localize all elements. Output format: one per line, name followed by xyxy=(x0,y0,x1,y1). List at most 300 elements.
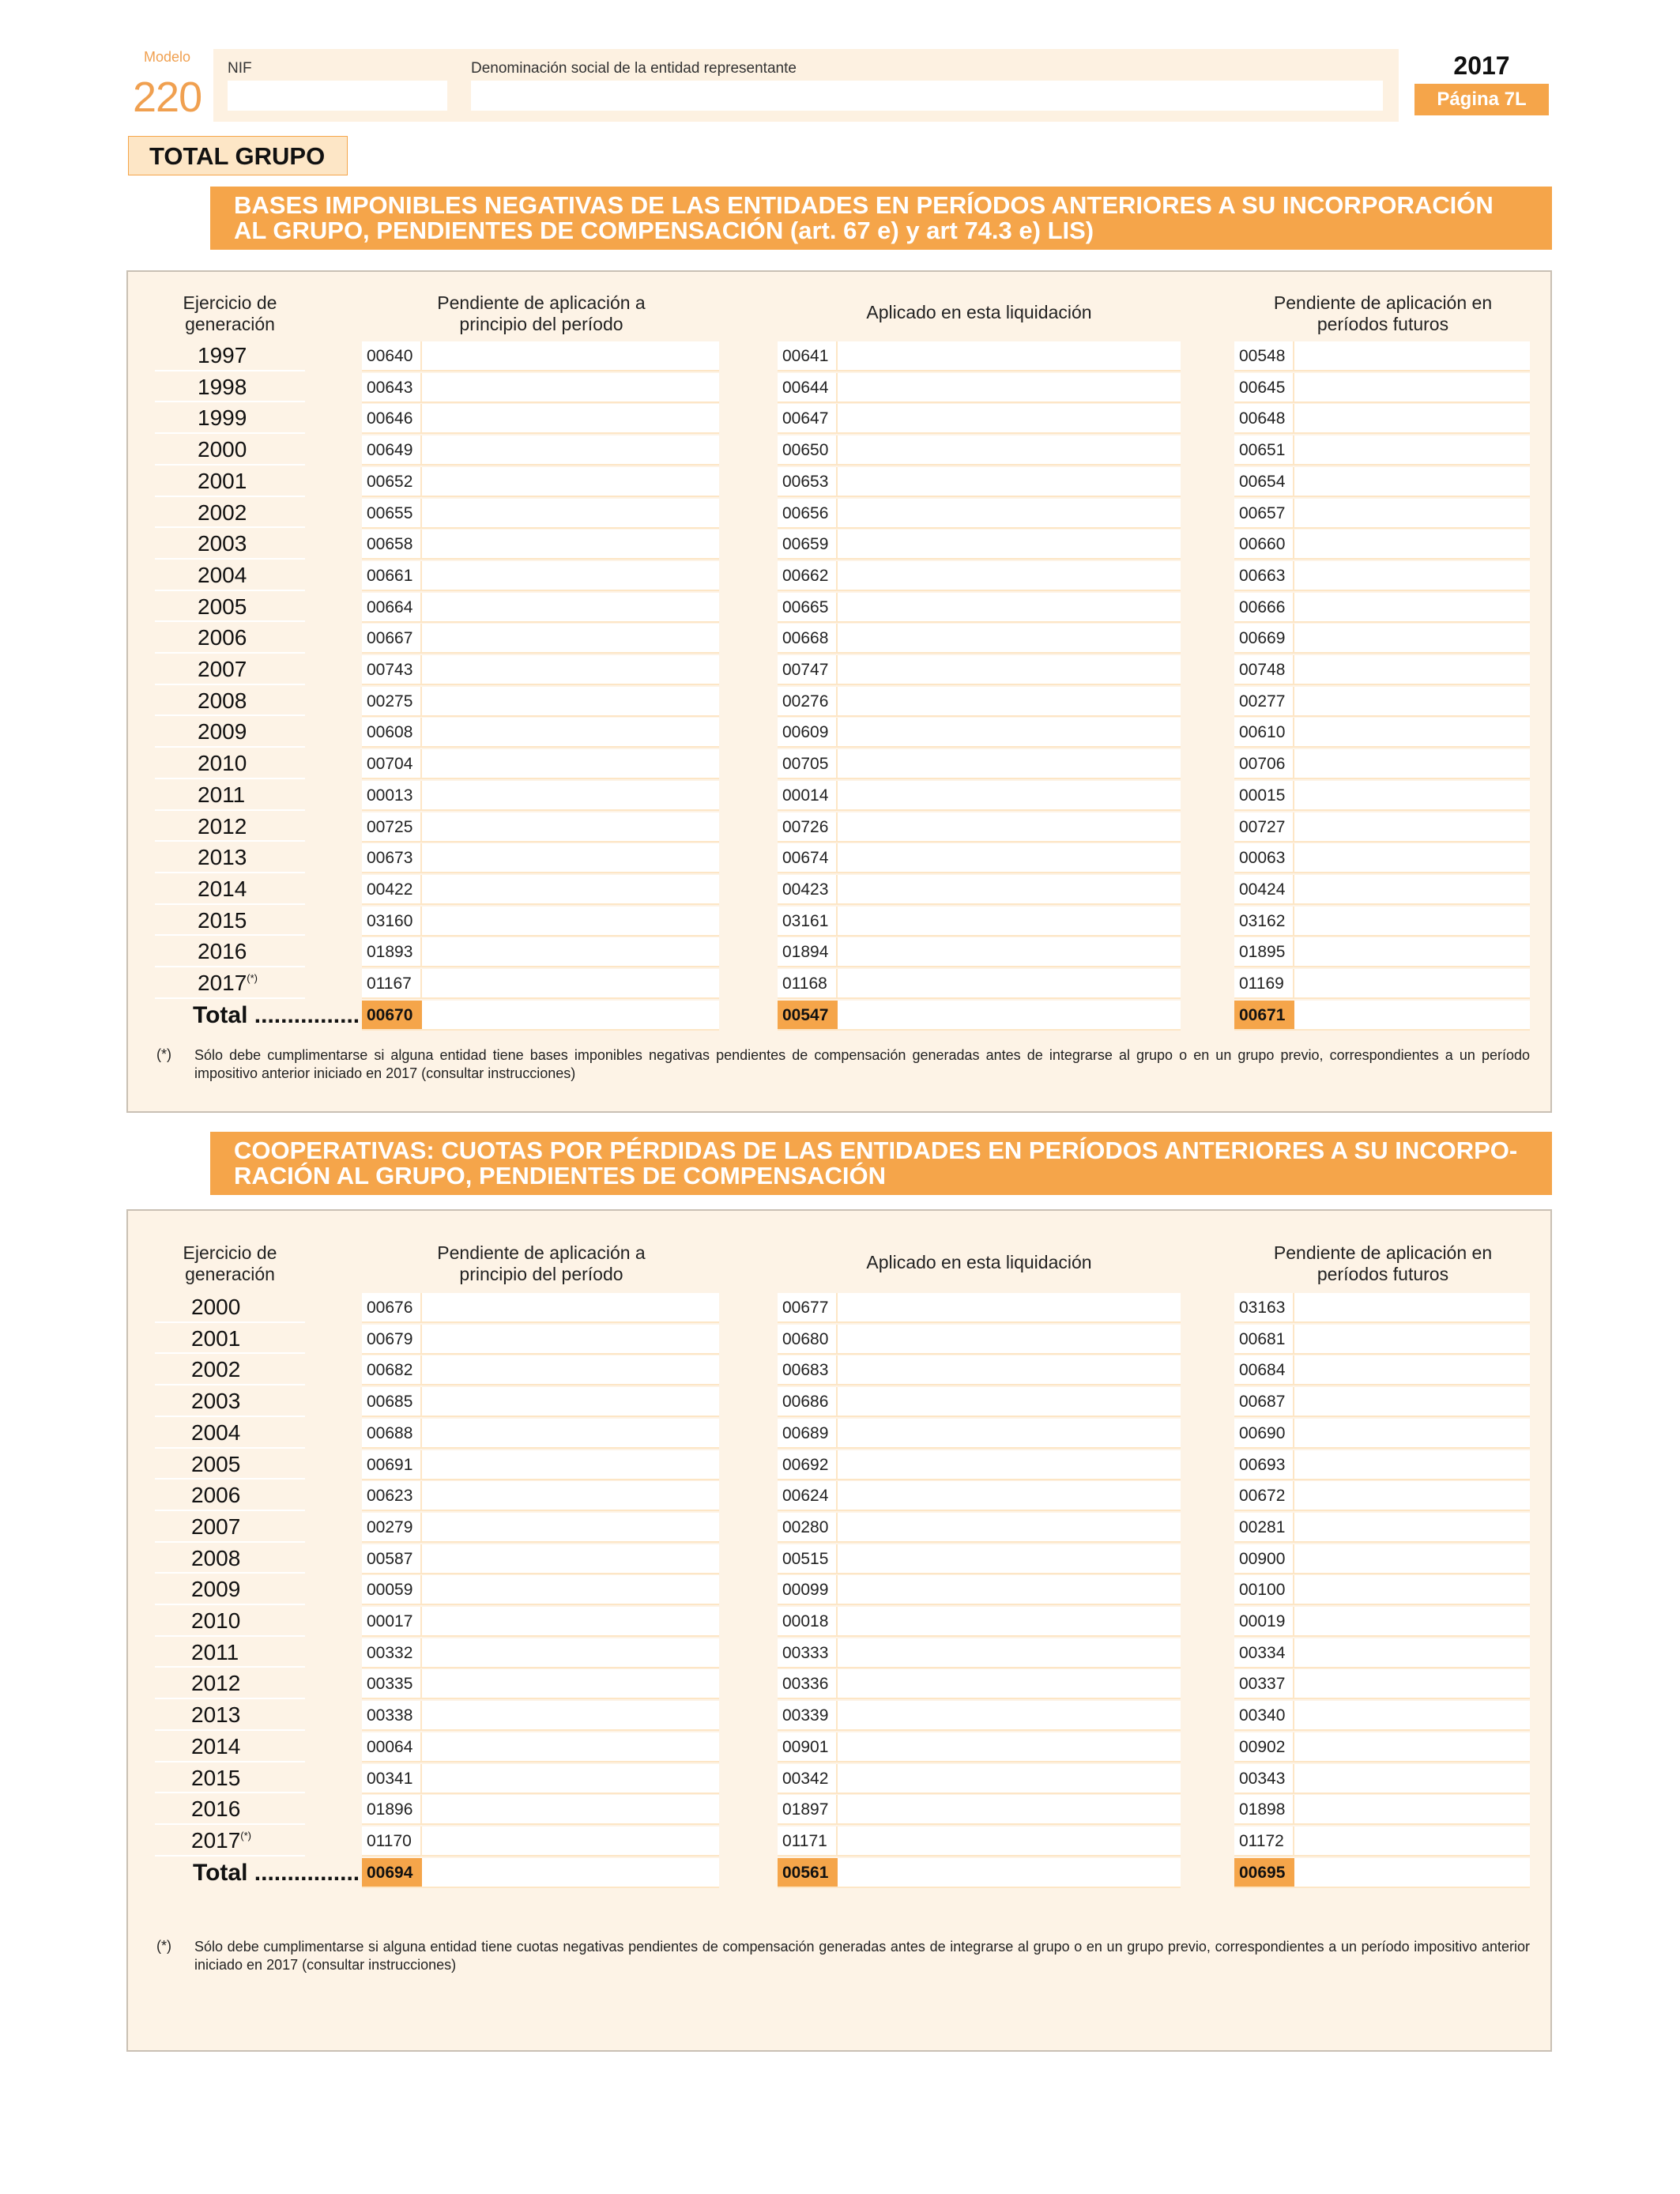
box-code: 00652 xyxy=(362,467,422,496)
input-row-b[interactable] xyxy=(778,1419,1181,1449)
year-underline xyxy=(155,1635,305,1637)
input-row-b[interactable] xyxy=(778,467,1181,497)
total-label: Total ................ xyxy=(193,1859,360,1886)
box-code: 00688 xyxy=(362,1419,422,1447)
box-code: 00640 xyxy=(362,341,422,370)
box-code: 00664 xyxy=(362,593,422,621)
box-code: 00748 xyxy=(1234,655,1294,684)
section2-title-line2: RACIÓN AL GRUPO, PENDIENTES DE COMPENSACIÓN xyxy=(234,1162,887,1189)
box-code: 00656 xyxy=(778,499,838,527)
input-row-a[interactable] xyxy=(362,718,719,748)
col-header-year-line2: generación xyxy=(185,314,275,334)
year-underline xyxy=(155,1541,305,1543)
year-underline xyxy=(155,558,305,560)
input-row-b[interactable] xyxy=(778,593,1181,623)
year-label: 1999 xyxy=(198,405,247,431)
col-header-year-line2: generación xyxy=(185,1264,275,1284)
year-label: 2004 xyxy=(198,562,247,587)
total-input-a[interactable] xyxy=(362,1001,719,1031)
input-row-c[interactable] xyxy=(1234,1544,1530,1574)
input-row-c[interactable] xyxy=(1234,1607,1530,1637)
total-input-b[interactable] xyxy=(778,1001,1181,1031)
footnote-marker: (*) xyxy=(240,1829,252,1842)
input-row-b[interactable] xyxy=(778,1575,1181,1605)
input-row-c[interactable] xyxy=(1234,1513,1530,1543)
input-row-c[interactable] xyxy=(1234,1419,1530,1449)
year-underline xyxy=(155,778,305,779)
box-code: 00423 xyxy=(778,875,838,903)
year-underline xyxy=(155,1698,305,1699)
box-code: 00059 xyxy=(362,1575,422,1604)
page-badge: Página 7L xyxy=(1414,84,1549,115)
col-header-pending-start-line2: principio del período xyxy=(459,314,623,334)
box-code: 00685 xyxy=(362,1387,422,1416)
input-row-b[interactable] xyxy=(778,969,1181,999)
total-box-code: 00561 xyxy=(778,1858,838,1887)
box-code: 00422 xyxy=(362,875,422,903)
box-code: 00673 xyxy=(362,843,422,872)
year-label: 2007 xyxy=(191,1514,241,1539)
input-row-a[interactable] xyxy=(362,1795,719,1825)
year-badge: 2017 xyxy=(1414,52,1549,79)
year-label: 2014 xyxy=(198,876,247,901)
input-row-b[interactable] xyxy=(778,1638,1181,1668)
input-row-a[interactable] xyxy=(362,1607,719,1637)
input-row-a[interactable] xyxy=(362,1481,719,1511)
note-marker: (*) xyxy=(156,1938,171,1954)
input-row-a[interactable] xyxy=(362,1575,719,1605)
box-code: 01893 xyxy=(362,937,422,966)
input-row-c[interactable] xyxy=(1234,467,1530,497)
box-code: 00659 xyxy=(778,530,838,558)
input-row-c[interactable] xyxy=(1234,875,1530,905)
input-row-c[interactable] xyxy=(1234,1764,1530,1794)
total-input-c[interactable] xyxy=(1234,1858,1530,1888)
input-row-b[interactable] xyxy=(778,937,1181,967)
year-label: 2014 xyxy=(191,1733,241,1759)
input-row-c[interactable] xyxy=(1234,1638,1530,1668)
box-code: 00015 xyxy=(1234,781,1294,809)
input-row-a[interactable] xyxy=(362,561,719,591)
input-row-b[interactable] xyxy=(778,1481,1181,1511)
input-row-b[interactable] xyxy=(778,781,1181,811)
year-label: 2017(*) xyxy=(191,1827,252,1853)
denominacion-label: Denominación social de la entidad representante xyxy=(471,60,797,77)
input-row-a[interactable] xyxy=(362,1544,719,1574)
input-row-b[interactable] xyxy=(778,499,1181,529)
box-code: 00901 xyxy=(778,1732,838,1761)
input-row-b[interactable] xyxy=(778,1826,1181,1857)
year-underline xyxy=(155,903,305,905)
input-row-c[interactable] xyxy=(1234,435,1530,466)
year-underline xyxy=(155,1604,305,1605)
input-row-b[interactable] xyxy=(778,624,1181,654)
denominacion-field[interactable] xyxy=(471,81,1383,111)
input-row-a[interactable] xyxy=(362,781,719,811)
input-row-b[interactable] xyxy=(778,1764,1181,1794)
box-code: 00341 xyxy=(362,1764,422,1793)
input-row-a[interactable] xyxy=(362,1325,719,1355)
input-row-a[interactable] xyxy=(362,404,719,434)
box-code: 00654 xyxy=(1234,467,1294,496)
input-row-a[interactable] xyxy=(362,1293,719,1323)
input-row-c[interactable] xyxy=(1234,655,1530,685)
input-row-b[interactable] xyxy=(778,1795,1181,1825)
box-code: 00663 xyxy=(1234,561,1294,590)
input-row-c[interactable] xyxy=(1234,812,1530,843)
box-code: 00680 xyxy=(778,1325,838,1353)
year-underline xyxy=(155,1478,305,1480)
input-row-b[interactable] xyxy=(778,373,1181,403)
year-label: 2005 xyxy=(191,1451,241,1476)
box-code: 00610 xyxy=(1234,718,1294,746)
input-row-c[interactable] xyxy=(1234,718,1530,748)
box-code: 00689 xyxy=(778,1419,838,1447)
box-code: 00587 xyxy=(362,1544,422,1573)
input-row-c[interactable] xyxy=(1234,1293,1530,1323)
input-row-a[interactable] xyxy=(362,937,719,967)
input-row-a[interactable] xyxy=(362,812,719,843)
year-label: 2002 xyxy=(198,499,247,525)
box-code: 00679 xyxy=(362,1325,422,1353)
box-code: 00276 xyxy=(778,687,838,715)
box-code: 00666 xyxy=(1234,593,1294,621)
year-label: 2001 xyxy=(191,1325,241,1351)
input-row-c[interactable] xyxy=(1234,373,1530,403)
box-code: 00624 xyxy=(778,1481,838,1510)
year-label: 1997 xyxy=(198,343,247,368)
input-row-c[interactable] xyxy=(1234,1826,1530,1857)
year-underline xyxy=(155,1510,305,1511)
total-input-c[interactable] xyxy=(1234,1001,1530,1031)
box-code: 00013 xyxy=(362,781,422,809)
box-code: 00658 xyxy=(362,530,422,558)
input-row-a[interactable] xyxy=(362,341,719,371)
total-box-code: 00694 xyxy=(362,1858,422,1887)
input-row-b[interactable] xyxy=(778,1293,1181,1323)
input-row-b[interactable] xyxy=(778,1607,1181,1637)
input-row-a[interactable] xyxy=(362,1419,719,1449)
year-underline xyxy=(155,1729,305,1731)
input-row-c[interactable] xyxy=(1234,1669,1530,1699)
input-row-b[interactable] xyxy=(778,749,1181,779)
box-code: 00018 xyxy=(778,1607,838,1635)
box-code: 00687 xyxy=(1234,1387,1294,1416)
year-underline xyxy=(155,1572,305,1574)
input-row-b[interactable] xyxy=(778,1355,1181,1385)
input-row-c[interactable] xyxy=(1234,1795,1530,1825)
input-row-b[interactable] xyxy=(778,907,1181,937)
year-underline xyxy=(155,1384,305,1385)
box-code: 00677 xyxy=(778,1293,838,1321)
box-code: 01897 xyxy=(778,1795,838,1823)
box-code: 00277 xyxy=(1234,687,1294,715)
input-row-a[interactable] xyxy=(362,435,719,466)
input-row-b[interactable] xyxy=(778,875,1181,905)
box-code: 00646 xyxy=(362,404,422,432)
col-header-applied: Aplicado en esta liquidación xyxy=(866,302,1092,322)
input-row-a[interactable] xyxy=(362,687,719,717)
year-underline xyxy=(155,1321,305,1323)
input-row-c[interactable] xyxy=(1234,1732,1530,1762)
box-code: 00704 xyxy=(362,749,422,778)
input-row-a[interactable] xyxy=(362,1701,719,1731)
box-code: 00340 xyxy=(1234,1701,1294,1729)
input-row-c[interactable] xyxy=(1234,781,1530,811)
year-underline xyxy=(155,746,305,748)
year-underline xyxy=(155,1447,305,1449)
box-code: 00014 xyxy=(778,781,838,809)
year-label: 2012 xyxy=(198,813,247,839)
input-row-c[interactable] xyxy=(1234,749,1530,779)
box-code: 00665 xyxy=(778,593,838,621)
year-underline xyxy=(155,966,305,967)
box-code: 00669 xyxy=(1234,624,1294,652)
input-row-b[interactable] xyxy=(778,1325,1181,1355)
section1-title xyxy=(210,187,1552,250)
input-row-a[interactable] xyxy=(362,499,719,529)
note-marker: (*) xyxy=(156,1046,171,1062)
year-underline xyxy=(155,872,305,873)
input-row-c[interactable] xyxy=(1234,1701,1530,1731)
input-row-b[interactable] xyxy=(778,1544,1181,1574)
total-grupo-title: TOTAL GRUPO xyxy=(128,136,348,175)
box-code: 00676 xyxy=(362,1293,422,1321)
box-code: 01895 xyxy=(1234,937,1294,966)
year-label: 2007 xyxy=(198,657,247,681)
input-row-a[interactable] xyxy=(362,1513,719,1543)
input-row-a[interactable] xyxy=(362,1638,719,1668)
input-row-c[interactable] xyxy=(1234,969,1530,999)
input-row-b[interactable] xyxy=(778,1387,1181,1417)
input-row-a[interactable] xyxy=(362,1387,719,1417)
box-code: 00623 xyxy=(362,1481,422,1510)
input-row-b[interactable] xyxy=(778,341,1181,371)
input-row-a[interactable] xyxy=(362,655,719,685)
box-code: 00336 xyxy=(778,1669,838,1698)
box-code: 00683 xyxy=(778,1355,838,1384)
col-header-pending-start xyxy=(363,1242,719,1285)
col-header-year xyxy=(155,292,305,335)
box-code: 00337 xyxy=(1234,1669,1294,1698)
col-header-pending-future-line1: Pendiente de aplicación en xyxy=(1273,1242,1493,1263)
input-row-a[interactable] xyxy=(362,624,719,654)
box-code: 00660 xyxy=(1234,530,1294,558)
input-row-c[interactable] xyxy=(1234,937,1530,967)
input-row-b[interactable] xyxy=(778,687,1181,717)
box-code: 00641 xyxy=(778,341,838,370)
input-row-a[interactable] xyxy=(362,749,719,779)
box-code: 00667 xyxy=(362,624,422,652)
box-code: 00609 xyxy=(778,718,838,746)
input-row-b[interactable] xyxy=(778,1669,1181,1699)
box-code: 00333 xyxy=(778,1638,838,1667)
input-row-a[interactable] xyxy=(362,843,719,873)
input-row-a[interactable] xyxy=(362,593,719,623)
input-row-b[interactable] xyxy=(778,1732,1181,1762)
box-code: 00661 xyxy=(362,561,422,590)
input-row-b[interactable] xyxy=(778,1450,1181,1480)
year-underline xyxy=(155,620,305,622)
box-code: 00648 xyxy=(1234,404,1294,432)
input-row-c[interactable] xyxy=(1234,1325,1530,1355)
input-row-b[interactable] xyxy=(778,1513,1181,1543)
section2-title-line1: COOPERATIVAS: CUOTAS POR PÉRDIDAS DE LAS ENTIDADES EN PERÍODOS ANTERIORES A SU INCORPO- xyxy=(234,1137,1518,1164)
year-underline xyxy=(155,840,305,842)
modelo-label: Modelo xyxy=(144,49,191,65)
input-row-a[interactable] xyxy=(362,373,719,403)
input-row-a[interactable] xyxy=(362,1732,719,1762)
box-code: 03160 xyxy=(362,907,422,935)
box-code: 00548 xyxy=(1234,341,1294,370)
year-label: 2016 xyxy=(198,939,247,964)
total-input-a[interactable] xyxy=(362,1858,719,1888)
year-label: 2005 xyxy=(198,594,247,619)
section1-title-line1: BASES IMPONIBLES NEGATIVAS DE LAS ENTIDADES EN PERÍODOS ANTERIORES A SU INCORPORACIÓN xyxy=(234,191,1494,219)
year-underline xyxy=(155,1855,305,1857)
col-header-pending-future-line1: Pendiente de aplicación en xyxy=(1273,292,1493,313)
footnote-marker: (*) xyxy=(247,972,258,984)
input-row-a[interactable] xyxy=(362,530,719,560)
box-code: 00705 xyxy=(778,749,838,778)
year-label: 2000 xyxy=(198,437,247,462)
box-code: 00338 xyxy=(362,1701,422,1729)
box-code: 01172 xyxy=(1234,1826,1294,1855)
col-header-pending-start-line1: Pendiente de aplicación a xyxy=(437,292,646,313)
input-row-c[interactable] xyxy=(1234,1450,1530,1480)
box-code: 00647 xyxy=(778,404,838,432)
total-input-b[interactable] xyxy=(778,1858,1181,1888)
box-code: 00686 xyxy=(778,1387,838,1416)
input-row-c[interactable] xyxy=(1234,530,1530,560)
input-row-b[interactable] xyxy=(778,718,1181,748)
input-row-c[interactable] xyxy=(1234,404,1530,434)
box-code: 00674 xyxy=(778,843,838,872)
input-row-b[interactable] xyxy=(778,561,1181,591)
year-label: 2002 xyxy=(191,1357,241,1382)
year-underline xyxy=(155,934,305,936)
col-header-pending-future-line2: períodos futuros xyxy=(1317,314,1449,334)
year-label: 2009 xyxy=(191,1577,241,1602)
input-row-a[interactable] xyxy=(362,907,719,937)
year-label: 2010 xyxy=(191,1608,241,1633)
year-underline xyxy=(155,464,305,466)
col-header-year-line1: Ejercicio de xyxy=(183,1242,277,1263)
input-row-a[interactable] xyxy=(362,467,719,497)
year-underline xyxy=(155,1416,305,1417)
input-row-a[interactable] xyxy=(362,1355,719,1385)
box-code: 00339 xyxy=(778,1701,838,1729)
input-row-b[interactable] xyxy=(778,812,1181,843)
nif-label: NIF xyxy=(228,60,252,77)
box-code: 01894 xyxy=(778,937,838,966)
input-row-a[interactable] xyxy=(362,1764,719,1794)
total-label: Total ................ xyxy=(193,1001,360,1028)
input-row-c[interactable] xyxy=(1234,1355,1530,1385)
input-row-b[interactable] xyxy=(778,1701,1181,1731)
footnote: Sólo debe cumplimentarse si alguna entidad tiene bases imponibles negativas pendientes de compensación generadas antes de integrarse al grupo o en un grupo previo, correspondientes a un período impositivo anterior iniciado en 2017 (consultar instrucciones) xyxy=(194,1047,1530,1081)
box-code: 00743 xyxy=(362,655,422,684)
input-row-a[interactable] xyxy=(362,875,719,905)
year-label: 2008 xyxy=(191,1545,241,1570)
total-box-code: 00671 xyxy=(1234,1001,1294,1029)
input-row-b[interactable] xyxy=(778,843,1181,873)
box-code: 03163 xyxy=(1234,1293,1294,1321)
input-row-a[interactable] xyxy=(362,1450,719,1480)
input-row-c[interactable] xyxy=(1234,1575,1530,1605)
col-header-year xyxy=(155,1242,305,1285)
box-code: 00515 xyxy=(778,1544,838,1573)
input-row-b[interactable] xyxy=(778,435,1181,466)
year-underline xyxy=(155,684,305,685)
box-code: 00681 xyxy=(1234,1325,1294,1353)
year-underline xyxy=(155,652,305,654)
section2-title xyxy=(210,1132,1552,1195)
input-row-c[interactable] xyxy=(1234,499,1530,529)
col-header-pending-future xyxy=(1233,1242,1533,1285)
box-code: 00643 xyxy=(362,373,422,401)
year-label: 2001 xyxy=(198,468,247,493)
input-row-c[interactable] xyxy=(1234,1481,1530,1511)
year-label: 2009 xyxy=(198,719,247,745)
box-code: 00706 xyxy=(1234,749,1294,778)
box-code: 00649 xyxy=(362,435,422,464)
input-row-b[interactable] xyxy=(778,655,1181,685)
year-underline xyxy=(155,809,305,811)
section1-title-line2: AL GRUPO, PENDIENTES DE COMPENSACIÓN (art. 67 e) y art 74.3 e) LIS) xyxy=(234,217,1094,244)
year-underline xyxy=(155,432,305,434)
box-code: 00650 xyxy=(778,435,838,464)
year-label: 2000 xyxy=(191,1295,241,1319)
box-code: 00424 xyxy=(1234,875,1294,903)
year-underline xyxy=(155,1666,305,1668)
box-code: 00019 xyxy=(1234,1607,1294,1635)
box-code: 00726 xyxy=(778,812,838,841)
input-row-c[interactable] xyxy=(1234,687,1530,717)
input-row-c[interactable] xyxy=(1234,593,1530,623)
year-underline xyxy=(155,526,305,528)
box-code: 00343 xyxy=(1234,1764,1294,1793)
input-row-a[interactable] xyxy=(362,1826,719,1857)
box-code: 00063 xyxy=(1234,843,1294,872)
box-code: 00668 xyxy=(778,624,838,652)
input-row-c[interactable] xyxy=(1234,1387,1530,1417)
input-row-c[interactable] xyxy=(1234,907,1530,937)
input-row-a[interactable] xyxy=(362,1669,719,1699)
year-label: 2015 xyxy=(198,907,247,933)
input-row-b[interactable] xyxy=(778,404,1181,434)
box-code: 01167 xyxy=(362,969,422,997)
year-label: 2011 xyxy=(198,782,246,807)
box-code: 00725 xyxy=(362,812,422,841)
box-code: 01898 xyxy=(1234,1795,1294,1823)
box-code: 00608 xyxy=(362,718,422,746)
nif-field[interactable] xyxy=(228,81,447,111)
year-underline xyxy=(155,370,305,371)
input-row-c[interactable] xyxy=(1234,341,1530,371)
year-label: 2003 xyxy=(198,531,247,556)
input-row-a[interactable] xyxy=(362,969,719,999)
box-code: 00334 xyxy=(1234,1638,1294,1667)
input-row-b[interactable] xyxy=(778,530,1181,560)
input-row-c[interactable] xyxy=(1234,624,1530,654)
input-row-c[interactable] xyxy=(1234,561,1530,591)
box-code: 01168 xyxy=(778,969,838,997)
input-row-c[interactable] xyxy=(1234,843,1530,873)
box-code: 00653 xyxy=(778,467,838,496)
year-underline xyxy=(155,1352,305,1354)
box-code: 00657 xyxy=(1234,499,1294,527)
